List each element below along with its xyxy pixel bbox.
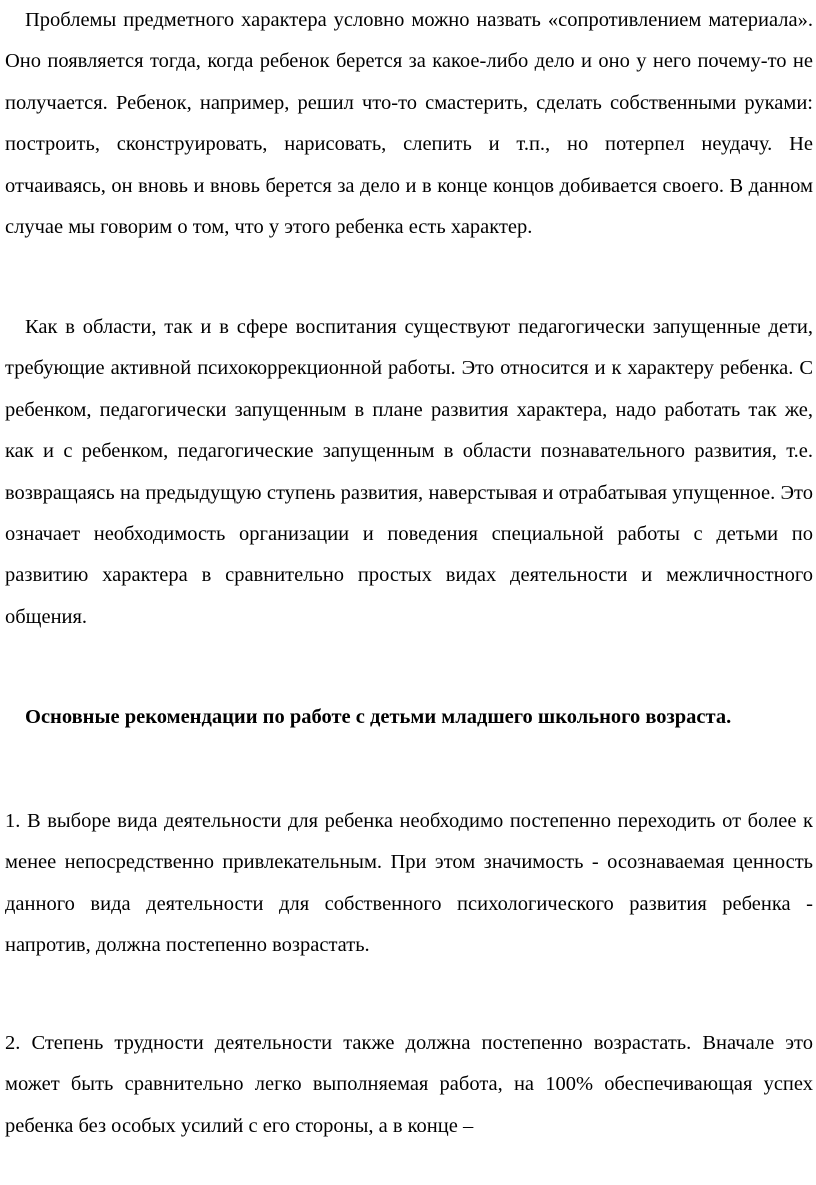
recommendation-item-2: 2. Степень трудности деятельности также должна постепенно возрастать. Вначале это может быть сравнительно легко выполняемая работа, на 100% обеспечивающая успех ребенка без особых усилий с его стороны, а в конце – (5, 1032, 813, 1137)
recommendation-item-1: 1. В выборе вида деятельности для ребенка необходимо постепенно переходить от более к менее непосредственно привлекательным. При этом значимость - осознаваемая ценность данного вида деятельности для собственного психологического развития ребенка - напротив, должна постепенно возрастать. (5, 810, 813, 957)
paragraph-character-resistance: Проблемы предметного характера условно можно назвать «сопротивлением материала». Оно появляется тогда, когда ребенок берется за какое-либо дело и оно у него почему-то не получается. Ребенок, например, решил что-то смастерить, сделать собственными руками: построить, сконструировать, нарисовать, слепить и т.п., но потерпел неудачу. Не отчаиваясь, он вновь и вновь берется за дело и в конце концов добивается своего. В данном случае мы говорим о том, что у этого ребенка есть характер. (5, 9, 813, 239)
paragraph-pedagogically-neglected: Как в области, так и в сфере воспитания существуют педагогически запущенные дети, требующие активной психокоррекционной работы. Это относится и к характеру ребенка. С ребенком, педагогически запущенным в плане развития характера, надо работать так же, как и с ребенком, педагогические запущенным в области познавательного развития, т.е. возвращаясь на предыдущую ступень развития, наверстывая и отрабатывая упущенное. Это означает необходимость организации и поведения специальной работы с детьми по развитию характера в сравнительно простых видах деятельности и межличностного общения. (5, 316, 813, 628)
section-heading: Основные рекомендации по работе с детьми младшего школьного возраста. (25, 706, 732, 728)
